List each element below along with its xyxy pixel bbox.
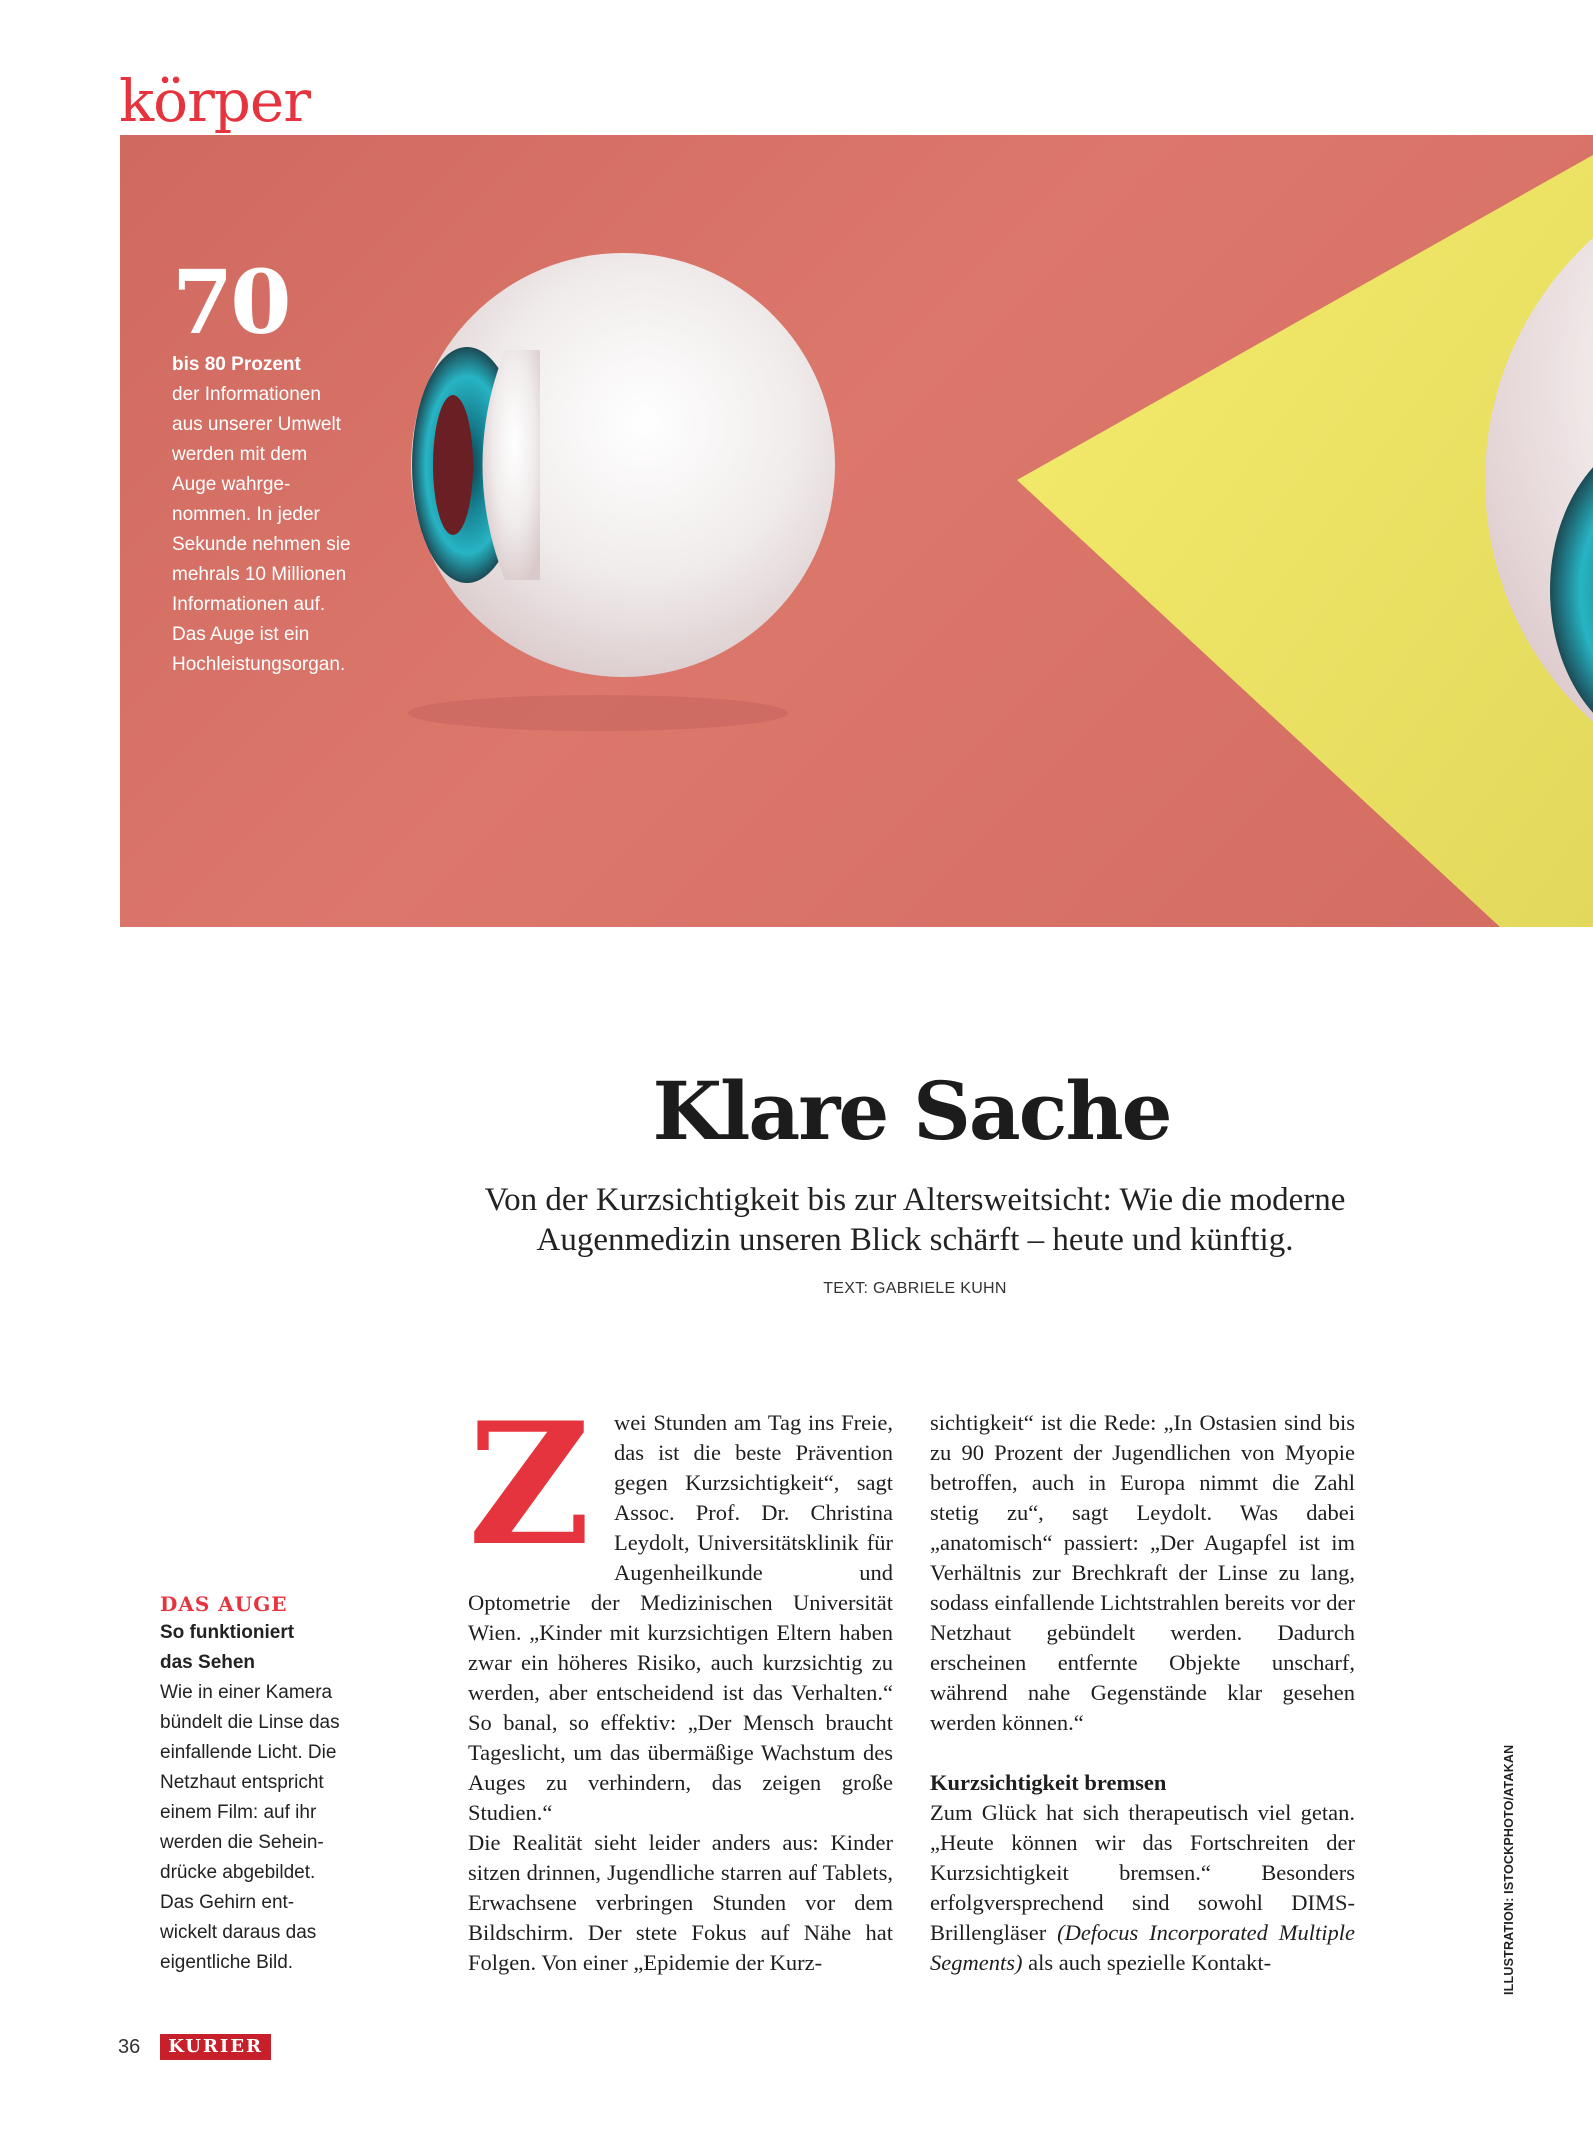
- page-footer: [118, 2034, 271, 2060]
- section-label: körper: [119, 67, 310, 135]
- article-subtitle: [420, 1180, 1410, 1260]
- stat-line: Informationen auf.: [172, 594, 326, 615]
- stat-line: werden mit dem: [172, 444, 308, 465]
- paragraph: [930, 1798, 1355, 1978]
- article-column-2: [930, 1408, 1355, 1978]
- photo-credit: ILLUSTRATION: ISTOCKPHOTO/ATAKAN: [1502, 1744, 1516, 1995]
- stat-line: Hochleistungsorgan.: [172, 654, 346, 675]
- drop-cap: Z: [468, 1385, 591, 1583]
- stat-line: Das Auge ist ein: [172, 624, 310, 645]
- paragraph: Die Realität sieht leider anders aus: Kinder sitzen drinnen, Jugendliche starren auf Tablets, Erwachsene verbringen Stunden vor dem Bildschirm. Der stete Fokus auf Nähe hat Folgen. Von einer „Epidemie der Kurz-: [468, 1830, 893, 1975]
- sidebar-infobox: [160, 1590, 340, 1978]
- stat-number: 70: [172, 250, 289, 354]
- page-number: 36: [118, 2035, 141, 2058]
- sidebar-kicker: DAS AUGE: [160, 1592, 288, 1616]
- sidebar-title: das Sehen: [160, 1652, 256, 1673]
- stat-line: nommen. In jeder: [172, 504, 320, 525]
- paragraph: sichtigkeit“ ist die Rede: „In Ostasien sind bis zu 90 Prozent der Jugendlichen von Myopie betroffen, auch in Europa nimmt die Zahl stetig zu“, sagt Leydolt. Was dabei „anatomisch“ passiert: „Der Augapfel ist im Verhältnis zur Brechkraft der Linse zu lang, sodass einfallende Lichtstrahlen bereits vor der Netzhaut gebündelt werden. Dadurch erscheinen entfernte Objekte unscharf, während nahe Gegenstände klar gesehen werden können.“: [930, 1410, 1355, 1735]
- stat-line: der Informationen: [172, 384, 321, 405]
- sidebar-title: So funktioniert: [160, 1622, 295, 1643]
- text-run: Zum Glück hat sich therapeutisch viel getan. „Heute können wir das Fortschreiten der Kurzsichtigkeit bremsen.“ Besonders erfolgversprechend sind sowohl DIMS-Brillengläser: [930, 1800, 1355, 1945]
- italic-term: (Defocus Incorporated Multiple Segments): [930, 1920, 1355, 1975]
- stat-lead: bis 80 Prozent: [172, 354, 301, 375]
- stat-line: Auge wahrge-: [172, 474, 291, 495]
- sidebar-text: Wie in einer Kamera bündelt die Linse das einfallende Licht. Die Netzhaut entspricht einem Film: auf ihr werden die Seheindrücke abgebildet. Das Gehirn entwickelt daraus das eigentliche Bild.: [160, 1682, 340, 1973]
- paragraph: wei Stunden am Tag ins Freie, das ist die beste Prävention gegen Kurzsichtigkeit“, sagt Assoc. Prof. Dr. Christina Leydolt, Universitätsklinik für Augenheilkunde und Optometrie der Medizinischen Universität Wien. „Kinder mit kurzsichtigen Eltern haben zwar ein höheres Risiko, auch kurzsichtig zu werden, aber entscheidend ist das Verhalten.“ So banal, so effektiv: „Der Mensch braucht Tageslicht, um das übermäßige Wachstum des Auges zu verhindern, das zeigen große Studien.“: [468, 1410, 893, 1825]
- subtitle-line: Von der Kurzsichtigkeit bis zur Altersweitsicht: Wie die moderne: [484, 1182, 1346, 1218]
- text-run: als auch spezielle Kontakt-: [1022, 1950, 1272, 1975]
- stat-line: mehrals 10 Millionen: [172, 564, 347, 585]
- subtitle-line: Augenmedizin unseren Blick schärft – heute und künftig.: [536, 1222, 1294, 1258]
- section-subheading: Kurzsichtigkeit bremsen: [930, 1770, 1167, 1795]
- kurier-logo: KURIER: [160, 2034, 271, 2060]
- stat-line: aus unserer Umwelt: [172, 414, 341, 435]
- stat-line: Sekunde nehmen sie: [172, 534, 351, 555]
- stat-callout: [172, 250, 382, 680]
- article-title: Klare Sache: [652, 1063, 1171, 1158]
- article-column-1: [468, 1385, 893, 1978]
- byline: TEXT: GABRIELE KUHN: [823, 1280, 1007, 1297]
